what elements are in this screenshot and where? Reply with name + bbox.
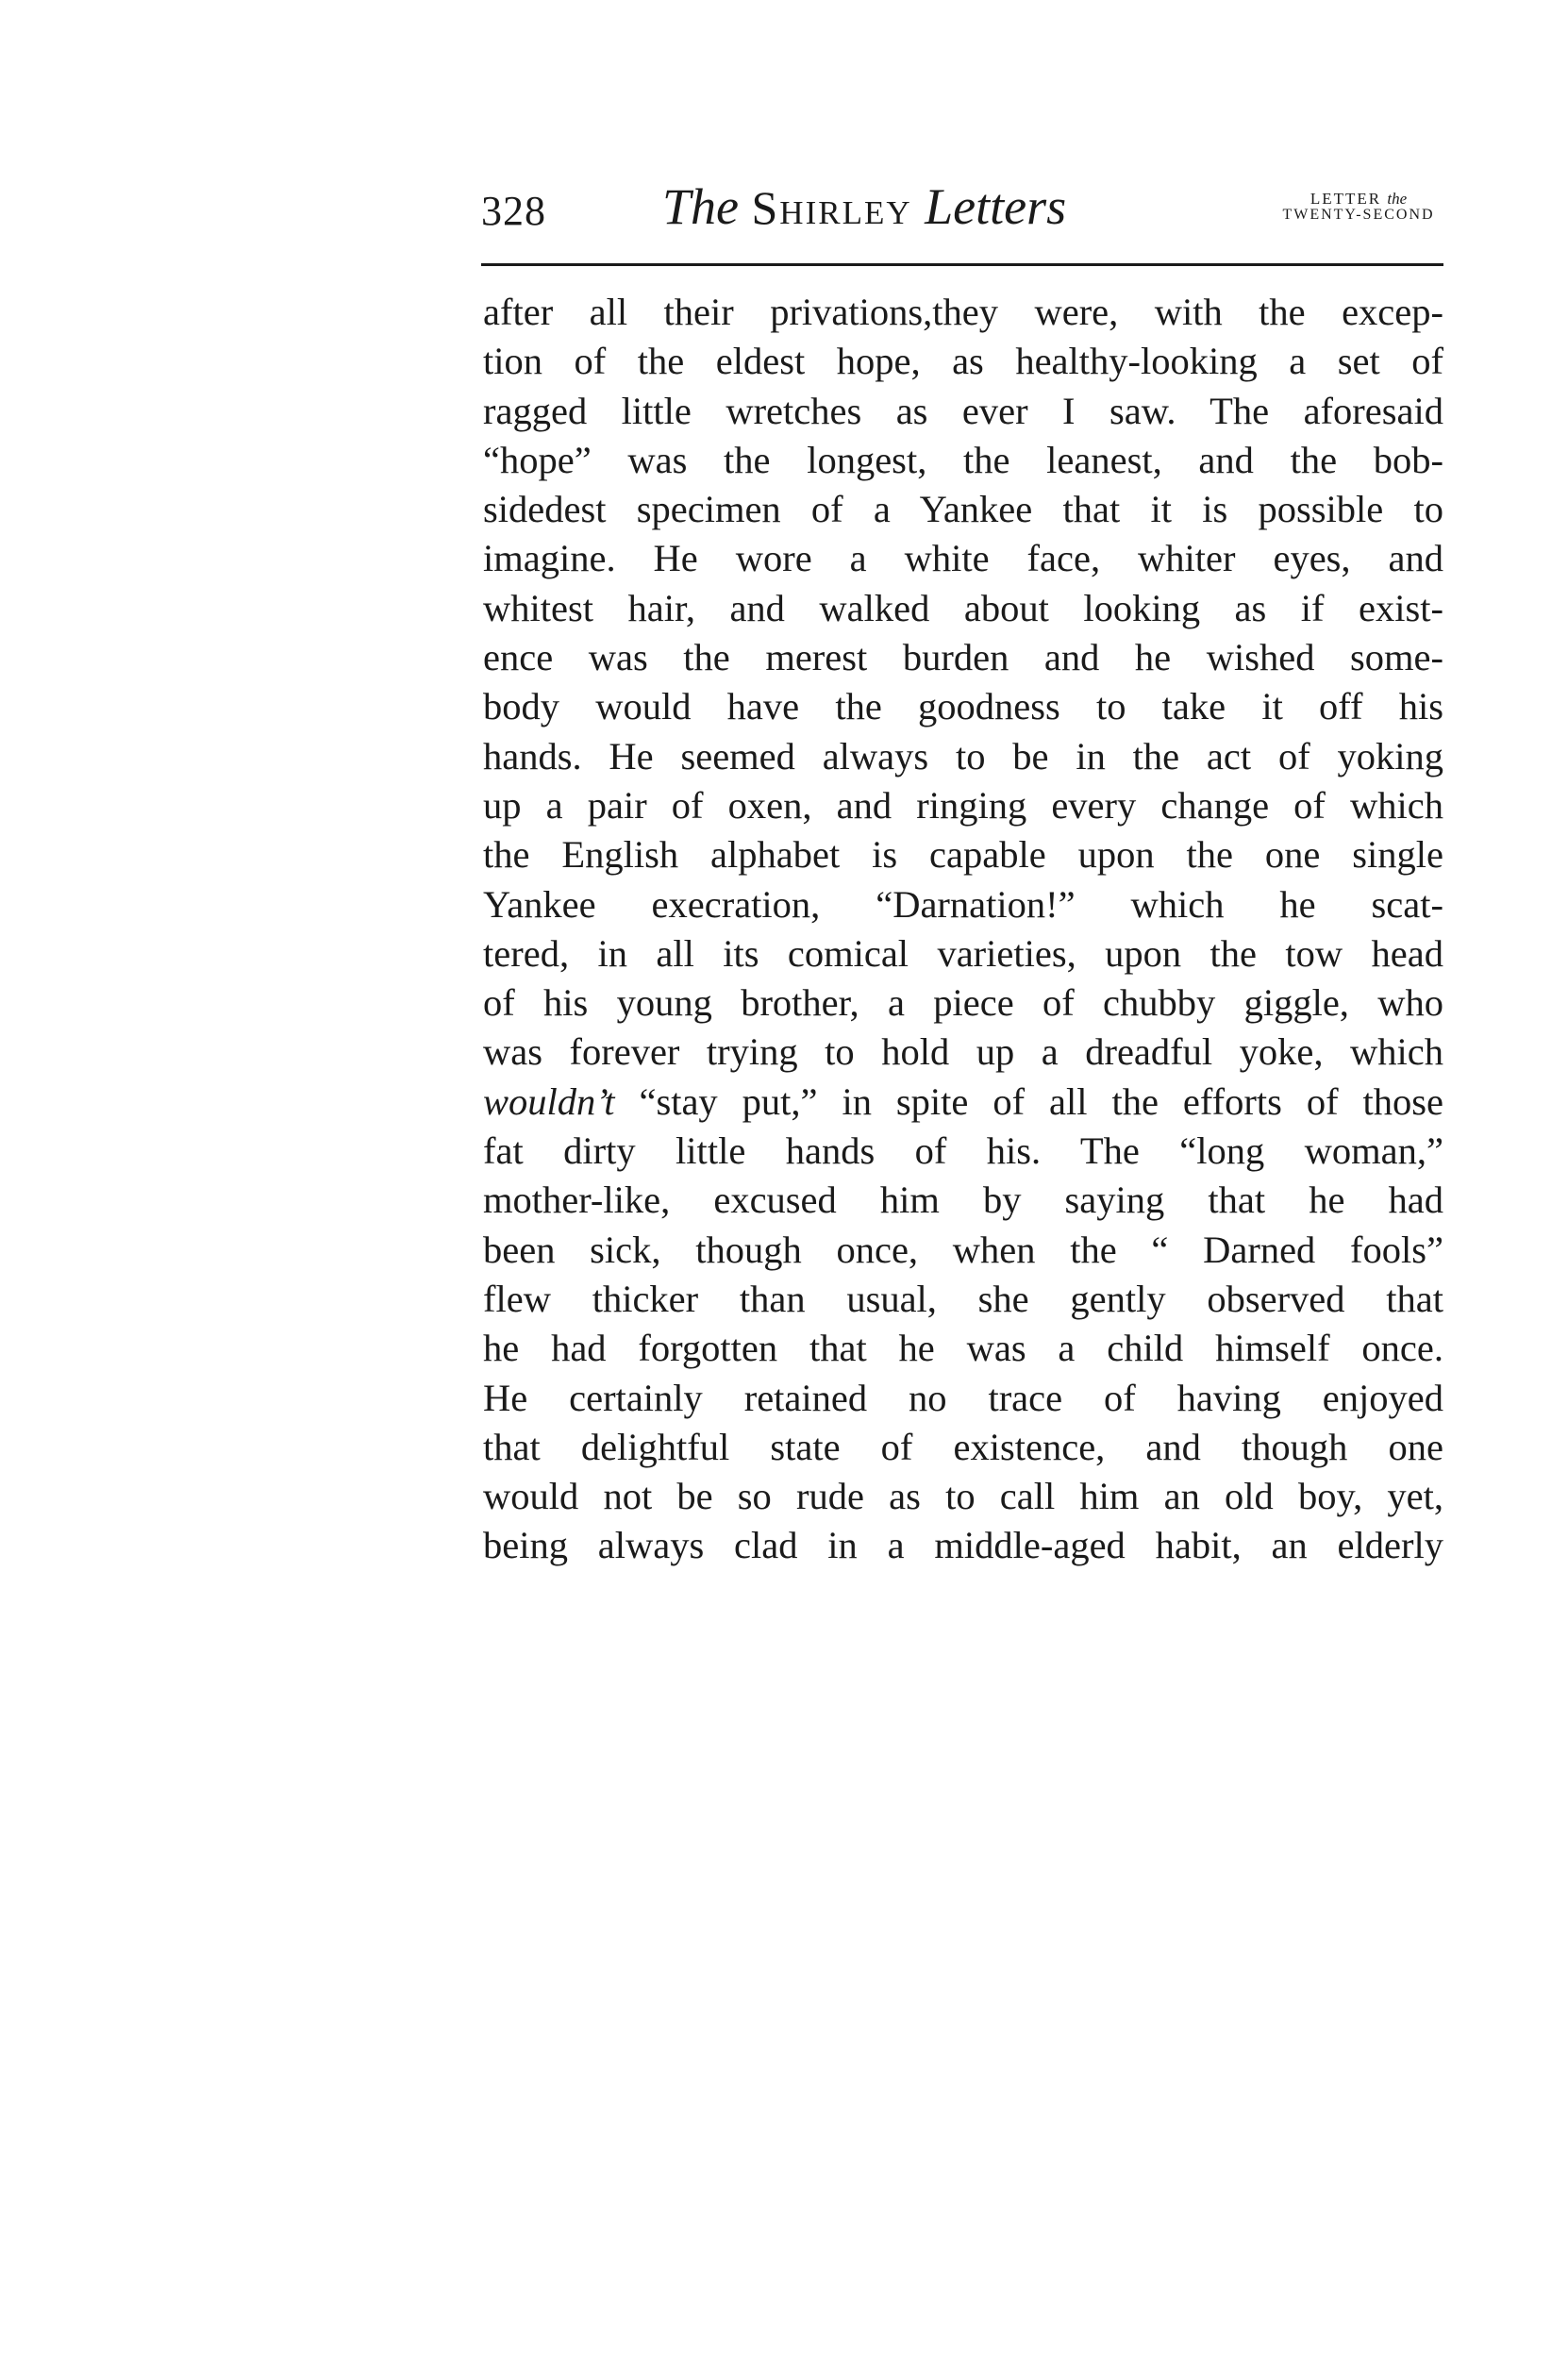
text-line: sidedest specimen of a Yankee that it is possible to bbox=[483, 488, 1443, 531]
text-line: mother-like, excused him by saying that he had bbox=[483, 1179, 1443, 1222]
text-line: being always clad in a middle-aged habit, an elderly bbox=[483, 1524, 1443, 1567]
italic-wouldnt: wouldn’t bbox=[483, 1079, 615, 1123]
text-line: hands. He seemed always to be in the act of yoking bbox=[483, 734, 1443, 778]
running-header bbox=[481, 177, 1443, 262]
text-line: he had forgotten that he was a child himself once. bbox=[483, 1327, 1443, 1370]
text-line: tion of the eldest hope, as healthy-looking a set of bbox=[483, 340, 1443, 383]
text-line: was forever trying to hold up a dreadful yoke, which bbox=[483, 1030, 1443, 1074]
letter-label bbox=[1269, 191, 1448, 224]
page-number: 328 bbox=[481, 188, 546, 234]
text-line: ragged little wretches as ever I saw. The aforesaid bbox=[483, 389, 1443, 432]
text-line: tered, in all its comical varieties, upon the tow head bbox=[483, 931, 1443, 975]
text-line: been sick, though once, when the “ Darned fools” bbox=[483, 1228, 1443, 1271]
text-line: imagine. He wore a white face, whiter eyes, and bbox=[483, 537, 1443, 580]
letter-label-number: TWENTY-SECOND bbox=[1282, 206, 1435, 223]
text-line: flew thicker than usual, she gently observed that bbox=[483, 1277, 1443, 1320]
letter-label-word: LETTER bbox=[1309, 190, 1382, 208]
text-line-rest: “stay put,” in spite of all the efforts of those bbox=[639, 1079, 1443, 1123]
text-line: Yankee execration, “Darnation!” which he scat- bbox=[483, 882, 1443, 926]
text-line: up a pair of oxen, and ringing every change of which bbox=[483, 783, 1443, 827]
body-text bbox=[483, 288, 1443, 1571]
letter-label-the: the bbox=[1387, 190, 1408, 208]
text-line: ence was the merest burden and he wished some- bbox=[483, 636, 1443, 679]
title-shirley: Shirley bbox=[751, 181, 912, 234]
text-line: whitest hair, and walked about looking as if exist- bbox=[483, 586, 1443, 629]
text-line: of his young brother, a piece of chubby giggle, who bbox=[483, 981, 1443, 1025]
running-title bbox=[662, 177, 1066, 236]
text-line: that delightful state of existence, and though one bbox=[483, 1425, 1443, 1468]
text-line: body would have the goodness to take it off his bbox=[483, 685, 1443, 728]
title-letters: Letters bbox=[925, 178, 1067, 235]
text-line: He certainly retained no trace of having enjoyed bbox=[483, 1376, 1443, 1419]
text-line-italic bbox=[483, 1078, 1443, 1127]
text-line: the English alphabet is capable upon the one single bbox=[483, 833, 1443, 877]
text-line: would not be so rude as to call him an old boy, yet, bbox=[483, 1475, 1443, 1518]
title-the: The bbox=[662, 178, 739, 235]
text-line: after all their privations,they were, with the excep- bbox=[483, 291, 1443, 333]
text-line: fat dirty little hands of his. The “long woman,” bbox=[483, 1129, 1443, 1173]
text-line: “hope” was the longest, the leanest, and the bob- bbox=[483, 438, 1443, 481]
header-rule bbox=[481, 263, 1443, 266]
